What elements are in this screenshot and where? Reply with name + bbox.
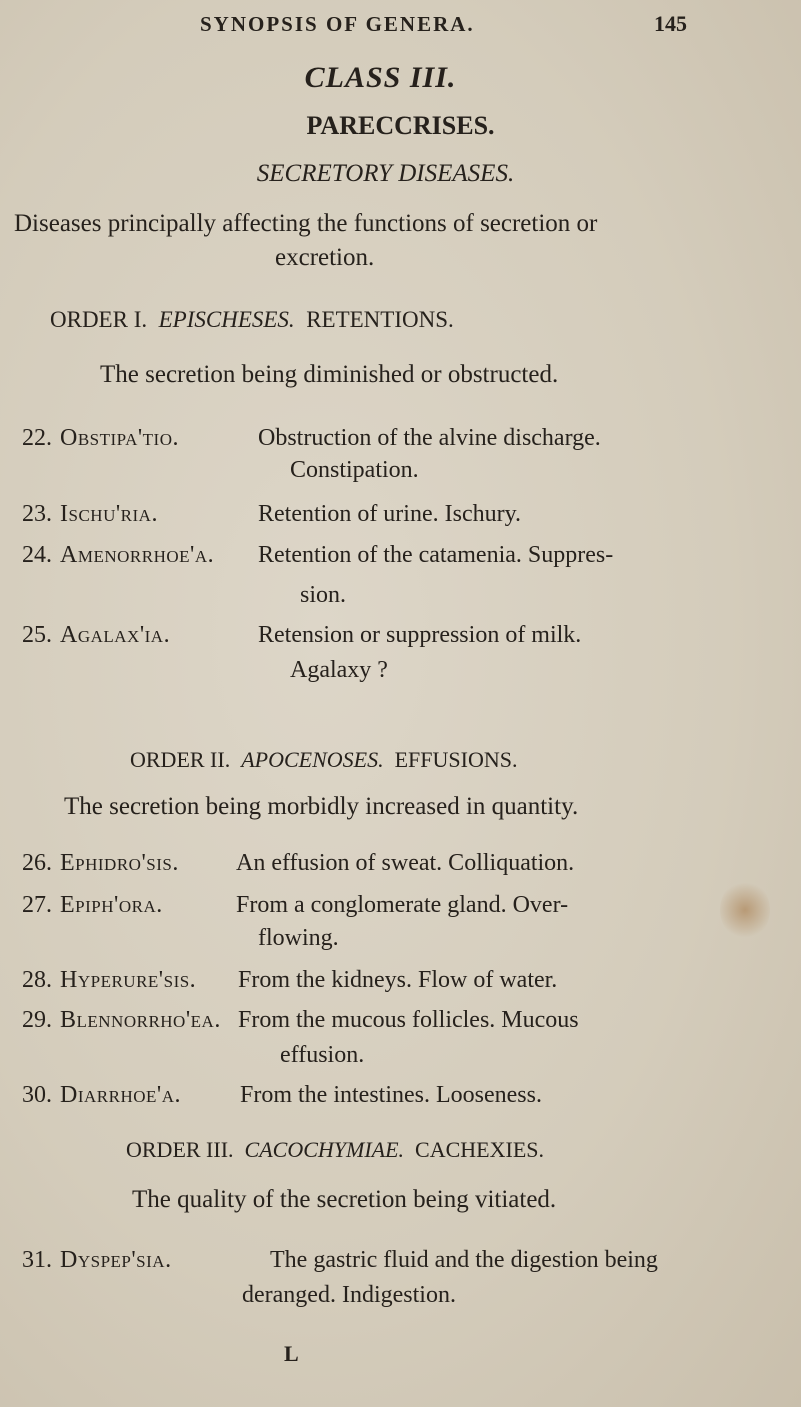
genus-name: Blennorrho'ea.	[60, 1007, 221, 1033]
genus-number: 30.	[22, 1082, 52, 1108]
genus-number: 24.	[22, 542, 52, 568]
genus-number: 25.	[22, 622, 52, 648]
genus-entry	[0, 541, 801, 569]
genus-number: 28.	[22, 967, 52, 993]
genus-name: Hyperure'sis.	[60, 967, 197, 993]
class-description-line: excretion.	[275, 244, 375, 271]
genus-description-cont: effusion.	[280, 1042, 365, 1068]
genus-entry	[0, 500, 801, 528]
class-title: CLASS III.	[304, 61, 457, 94]
genus-name: Ephidro'sis.	[60, 850, 179, 876]
genus-entry	[0, 1246, 801, 1274]
order-latin-name: APOCENOSES.	[241, 747, 384, 772]
genus-description: From the intestines. Looseness.	[240, 1082, 542, 1108]
genus-description: An effusion of sweat. Colliquation.	[236, 850, 575, 876]
order-description: The secretion being diminished or obstructed.	[100, 361, 559, 388]
order-english-name: RETENTIONS.	[306, 307, 454, 332]
genus-description: Retension or suppression of milk.	[258, 622, 582, 648]
genus-name: Amenorrhoe'a.	[60, 542, 215, 568]
genus-name: Agalax'ia.	[60, 622, 171, 648]
order-label: ORDER II.	[130, 747, 231, 772]
order-english-name: EFFUSIONS.	[394, 747, 518, 772]
order-heading	[50, 306, 454, 334]
order-latin-name: EPISCHESES.	[158, 307, 295, 332]
genus-description-cont: Constipation.	[290, 457, 419, 483]
genus-number: 31.	[22, 1247, 52, 1273]
order-description: The quality of the secretion being vitiated.	[132, 1186, 557, 1213]
order-label: ORDER III.	[126, 1137, 234, 1162]
genus-description: From the kidneys. Flow of water.	[238, 967, 558, 993]
genus-name: Dyspep'sia.	[60, 1247, 172, 1273]
order-heading	[130, 746, 517, 774]
signature-mark: L	[284, 1341, 299, 1366]
genus-description-cont: deranged. Indigestion.	[242, 1282, 456, 1308]
genus-name: Obstipa'tio.	[60, 425, 179, 451]
genus-description: From the mucous follicles. Mucous	[238, 1007, 579, 1033]
genus-description-cont: Agalaxy ?	[290, 657, 388, 683]
genus-entry	[0, 424, 801, 452]
genus-entry	[0, 966, 801, 994]
genus-description-cont: flowing.	[258, 925, 339, 951]
genus-entry	[0, 1081, 801, 1109]
order-english-name: CACHEXIES.	[415, 1137, 544, 1162]
class-description-line: Diseases principally affecting the functions of secretion or	[14, 210, 598, 237]
genus-description: Retention of urine. Ischury.	[258, 501, 522, 527]
genus-number: 29.	[22, 1007, 52, 1033]
class-name: PARECCRISES.	[306, 111, 495, 140]
genus-entry	[0, 1006, 801, 1034]
genus-description: From a conglomerate gland. Over-	[236, 892, 569, 918]
order-heading	[126, 1136, 544, 1164]
genus-name: Ischu'ria.	[60, 501, 158, 527]
genus-number: 27.	[22, 892, 52, 918]
genus-entry	[0, 891, 801, 919]
order-latin-name: CACOCHYMIAE.	[244, 1137, 405, 1162]
genus-number: 23.	[22, 501, 52, 527]
genus-entry	[0, 849, 801, 877]
genus-description-cont: sion.	[300, 582, 347, 608]
running-title: SYNOPSIS OF GENERA.	[200, 12, 475, 36]
genus-description: Obstruction of the alvine discharge.	[258, 425, 601, 451]
genus-description: The gastric fluid and the digestion being	[270, 1247, 658, 1273]
genus-name: Epiph'ora.	[60, 892, 163, 918]
order-label: ORDER I.	[50, 307, 148, 332]
genus-name: Diarrhoe'a.	[60, 1082, 181, 1108]
genus-number: 22.	[22, 425, 52, 451]
order-description: The secretion being morbidly increased in quantity.	[64, 793, 579, 820]
genus-description: Retention of the catamenia. Suppres-	[258, 542, 614, 568]
genus-number: 26.	[22, 850, 52, 876]
class-subtitle: SECRETORY DISEASES.	[256, 160, 515, 187]
genus-entry	[0, 621, 801, 649]
page-number: 145	[654, 11, 687, 36]
